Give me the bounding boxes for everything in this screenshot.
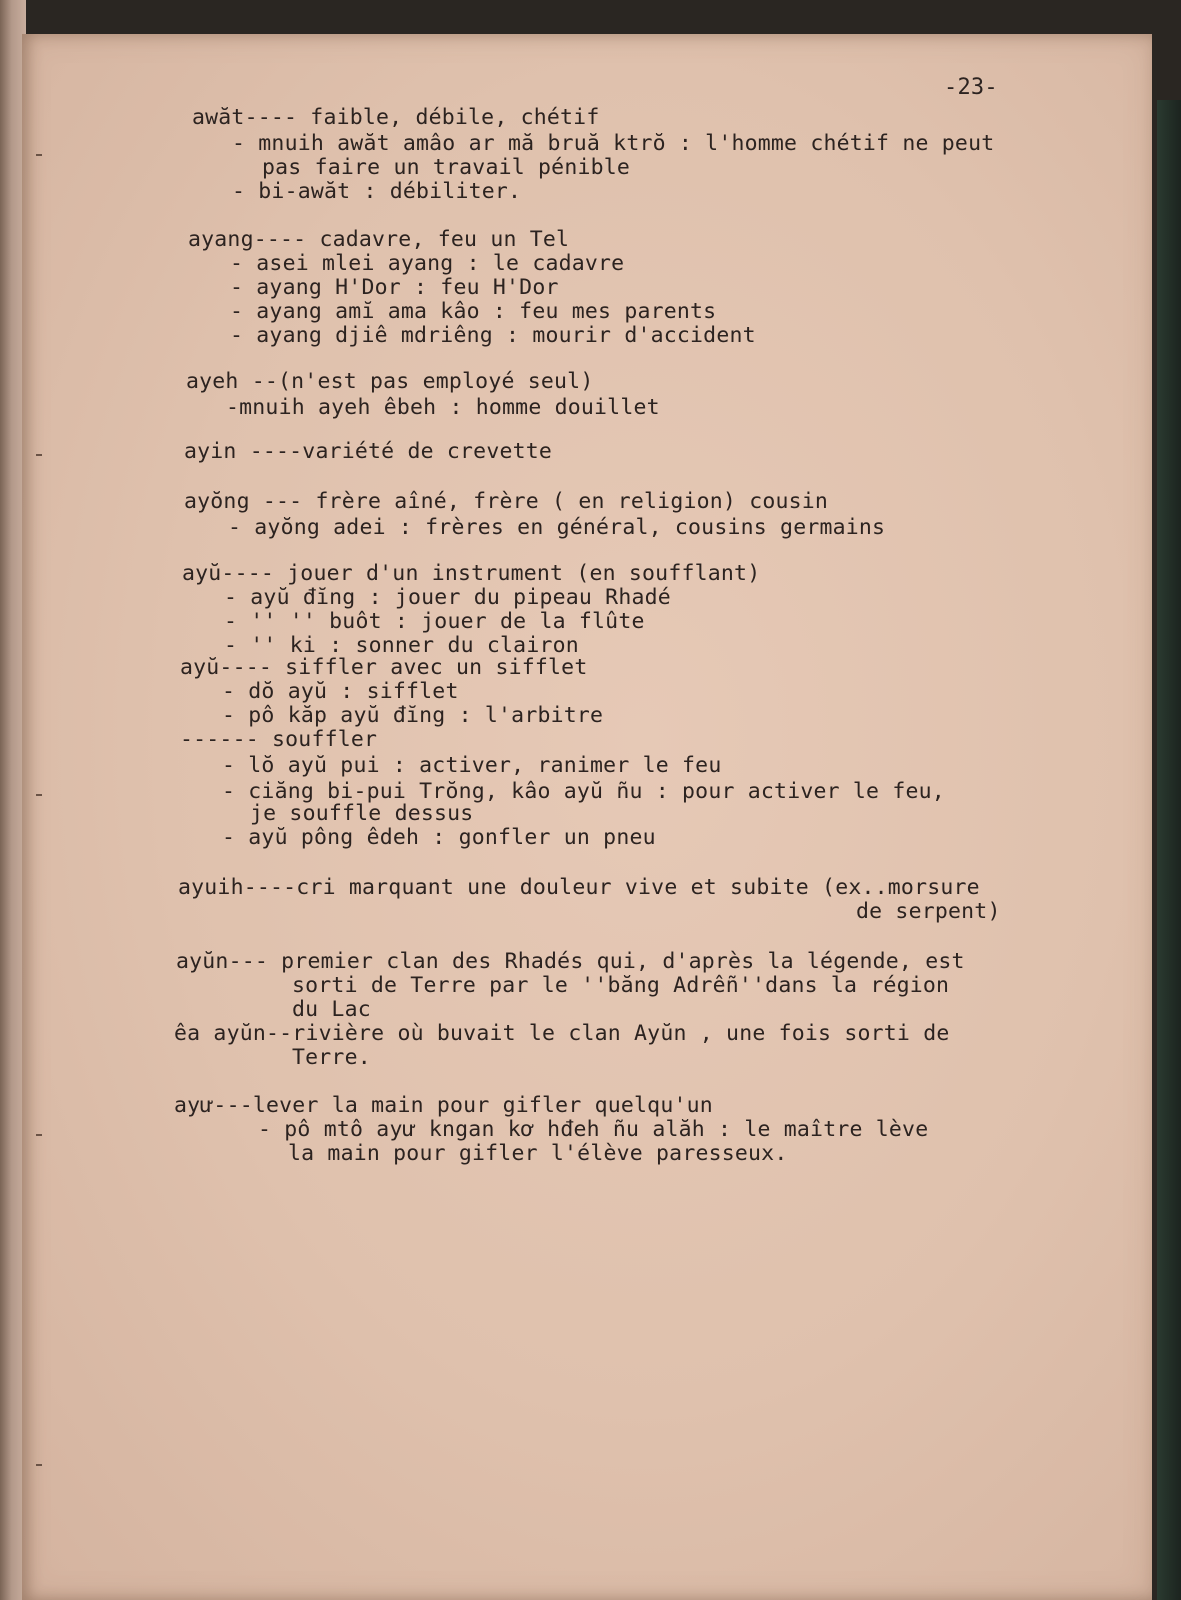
binding-stitch [36, 1134, 42, 1136]
entry-headword-line: ayŏng --- frère aîné, frère ( en religion) cousin [184, 489, 829, 514]
entry-headword-line: ayŭ---- siffler avec un sifflet [180, 655, 588, 680]
entry-continuation-line: la main pour gifler l'élève paresseux. [288, 1141, 788, 1166]
entry-example-line: - ayang djiê mdriêng : mourir d'accident [230, 323, 756, 348]
binding-stitch [36, 154, 42, 156]
entry-headword-line: êa ayŭn--rivière où buvait le clan Ayŭn , une fois sorti de [174, 1021, 950, 1046]
entry-example-line: - '' '' buôt : jouer de la flûte [224, 609, 645, 634]
entry-example-line: - pô kăp ayŭ đĭng : l'arbitre [222, 703, 604, 728]
entry-example-line: - '' ki : sonner du clairon [224, 633, 579, 658]
entry-example-line: - ayŏng adei : frères en général, cousins germains [228, 515, 886, 540]
entry-example-line: - ayang amĭ ama kâo : feu mes parents [230, 299, 717, 324]
entry-example-line: - ciăng bi-pui Trŏng, kâo ayŭ ñu : pour activer le feu, [222, 779, 945, 804]
entry-headword-line: ayư---lever la main pour gifler quelqu'un [174, 1093, 713, 1118]
entry-continuation-line: sorti de Terre par le ''băng Adrêñ''dans la région [292, 973, 950, 998]
entry-continuation-line: du Lac [292, 997, 371, 1022]
entry-headword-line: ------ souffler [180, 727, 378, 752]
entry-headword-line: awăt---- faible, débile, chétif [192, 105, 600, 130]
entry-headword-line: ayuih----cri marquant une douleur vive et subite (ex..morsure [178, 875, 980, 900]
entry-headword-line: ayin ----variété de crevette [184, 439, 553, 464]
page-number: -23- [944, 75, 998, 100]
entry-example-line: - lŏ ayŭ pui : activer, ranimer le feu [222, 753, 722, 778]
entry-headword-line: ayang---- cadavre, feu un Tel [188, 227, 570, 252]
entry-example-line: - pô mtô ayư kngan kơ hđeh ñu alăh : le maître lève [258, 1117, 929, 1142]
binding-stitch [36, 794, 42, 796]
entry-continuation-line: pas faire un travail pénible [262, 155, 631, 180]
entry-example-line: - ayŭ đĭng : jouer du pipeau Rhadé [224, 585, 671, 610]
entry-headword-line: ayeh --(n'est pas employé seul) [186, 369, 594, 394]
entry-example-line: - ayŭ pông êdeh : gonfler un pneu [222, 825, 656, 850]
entry-continuation-line: je souffle dessus [250, 801, 474, 826]
binding-stitch [36, 1464, 42, 1466]
book-cover-edge [1157, 100, 1181, 1600]
entry-example-line: - asei mlei ayang : le cadavre [230, 251, 625, 276]
entry-example-line: -mnuih ayeh êbeh : homme douillet [226, 395, 660, 420]
entry-example-line: - dŏ ayŭ : sifflet [222, 679, 459, 704]
entry-continuation-line: Terre. [292, 1045, 371, 1070]
entry-headword-line: ayŭn--- premier clan des Rhadés qui, d'après la légende, est [176, 949, 965, 974]
entry-example-line: - ayang H'Dor : feu H'Dor [230, 275, 559, 300]
entry-headword-line: ayŭ---- jouer d'un instrument (en soufflant) [182, 561, 761, 586]
entry-example-line: - mnuih awăt amâo ar mă bruă ktrŏ : l'homme chétif ne peut [232, 131, 995, 156]
entry-continuation-line: de serpent) [856, 899, 1001, 924]
entry-example-line: - bi-awăt : débiliter. [232, 179, 522, 204]
binding-stitch [36, 454, 42, 456]
